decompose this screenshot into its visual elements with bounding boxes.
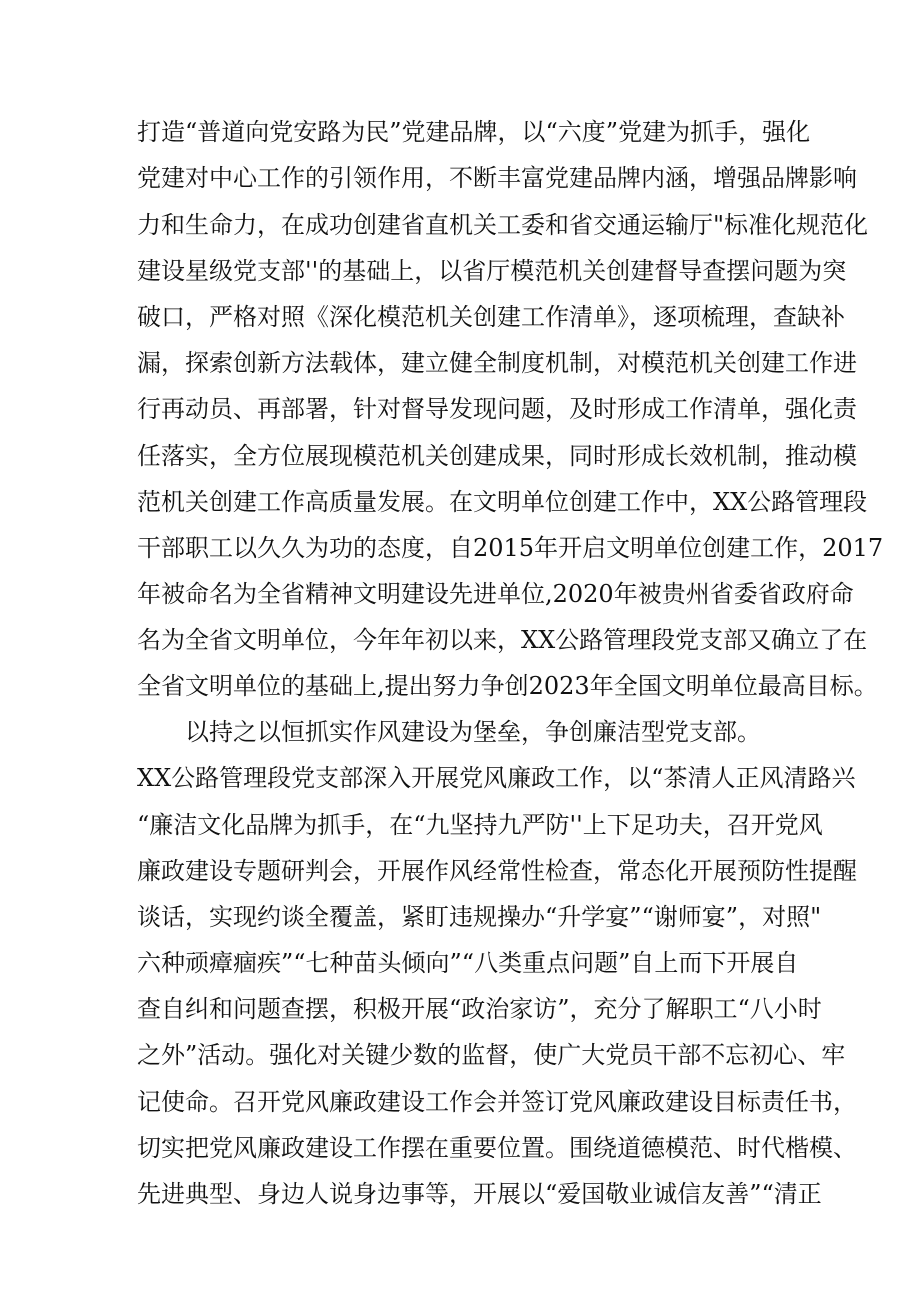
paragraph-2-line-1: XX公路管理段党支部深入开展党风廉政工作，以“茶清人正风清路兴 [137,764,856,792]
paragraph-2-line-10: 先进典型、身边人说身边事等，开展以“爱国敬业诚信友善”“清正 [137,1180,822,1208]
section-heading: 以持之以恒抓实作风建设为堡垒，争创廉洁型党支部。 [185,718,761,746]
paragraph-2-line-7: 之外”活动。强化对关键少数的监督，使广大党员干部不忘初心、牢 [137,1041,846,1069]
paragraph-1-line-9: 范机关创建工作高质量发展。在文明单位创建工作中，XX公路管理段 [137,488,868,516]
paragraph-1-line-10: 干部职工以久久为功的态度，自2015年开启文明单位创建工作，2017 [137,534,884,562]
paragraph-1-line-3: 力和生命力，在成功创建省直机关工委和省交通运输厅"标准化规范化 [137,211,869,239]
paragraph-1-line-8: 任落实，全方位展现模范机关创建成果，同时形成长效机制，推动模 [137,442,857,470]
paragraph-2-line-2: “廉洁文化品牌为抓手，在“九坚持九严防''上下足功夫，召开党风 [137,811,823,839]
paragraph-1-line-11: 年被命名为全省精神文明建设先进单位,2020年被贵州省委省政府命 [137,580,854,608]
paragraph-1-line-6: 漏，探索创新方法载体，建立健全制度机制，对模范机关创建工作进 [137,349,857,377]
paragraph-1-line-7: 行再动员、再部署，针对督导发现问题，及时形成工作清单，强化责 [137,395,857,423]
paragraph-1-line-2: 党建对中心工作的引领作用，不断丰富党建品牌内涵，增强品牌影响 [137,164,857,192]
paragraph-1-line-4: 建设星级党支部''的基础上，以省厅模范机关创建督导查摆问题为突 [137,257,847,285]
paragraph-2-line-5: 六种顽瘴痼疾”“七种苗头倾向”“八类重点问题”自上而下开展自 [137,949,799,977]
paragraph-2-line-4: 谈话，实现约谈全覆盖，紧盯违规操办“升学宴”“谢师宴”，对照" [137,903,822,931]
paragraph-2-line-9: 切实把党风廉政建设工作摆在重要位置。围绕道德模范、时代楷模、 [137,1134,857,1162]
paragraph-2-line-6: 查自纠和问题查摆，积极开展“政治家访”，充分了解职工“八小时 [137,995,822,1023]
paragraph-2-line-3: 廉政建设专题研判会，开展作风经常性检查，常态化开展预防性提醒 [137,857,857,885]
paragraph-2-line-8: 记使命。召开党风廉政建设工作会并签订党风廉政建设目标责任书， [137,1088,857,1116]
paragraph-1-line-13: 全省文明单位的基础上,提出努力争创2023年全国文明单位最高目标。 [137,672,878,700]
paragraph-1-line-12: 名为全省文明单位，今年年初以来，XX公路管理段党支部又确立了在 [137,626,868,654]
paragraph-1-line-5: 破口，严格对照《深化模范机关创建工作清单》，逐项梳理，查缺补 [137,303,845,331]
paragraph-1-line-1: 打造“普道向党安路为民”党建品牌，以“六度”党建为抓手，强化 [137,118,811,146]
